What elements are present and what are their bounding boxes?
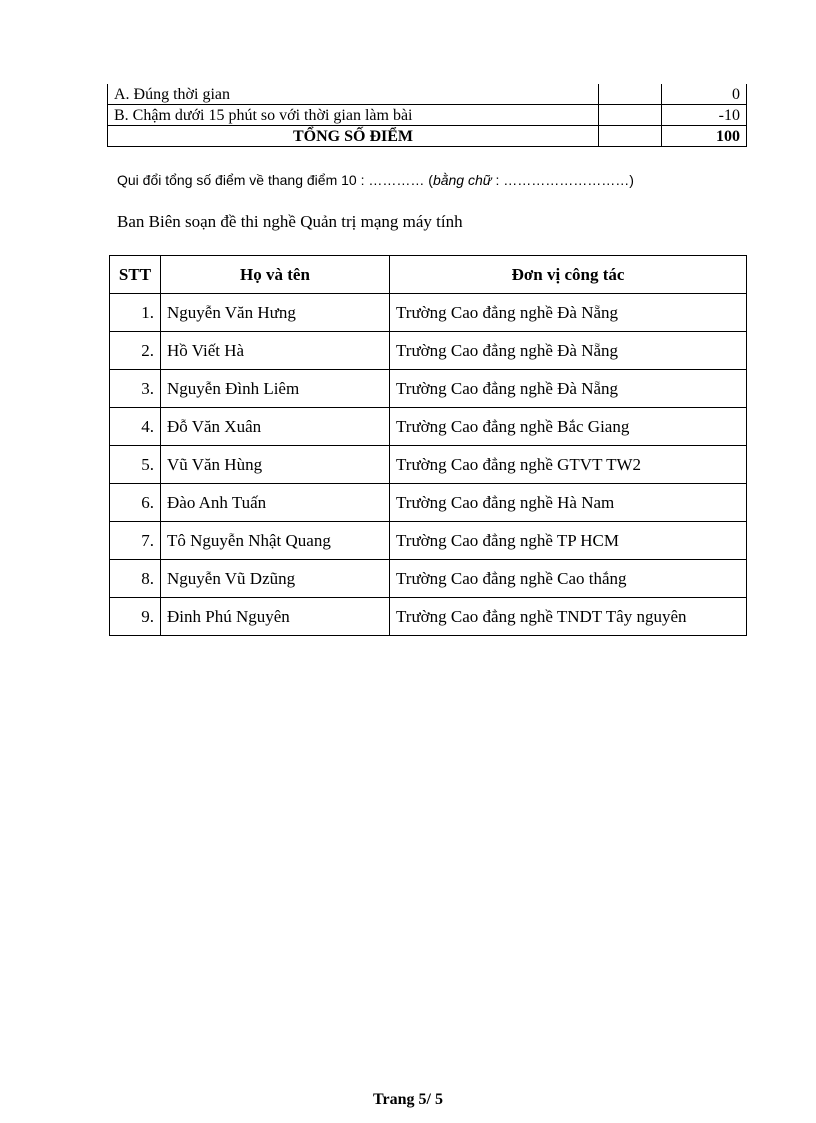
table-row — [110, 294, 747, 332]
member-name: Nguyễn Văn Hưng — [161, 294, 390, 332]
score-empty-cell — [599, 126, 662, 147]
board-title: Ban Biên soạn đề thi nghề Quản trị mạng máy tính — [117, 212, 463, 231]
member-stt: 8. — [110, 560, 161, 598]
member-stt: 4. — [110, 408, 161, 446]
member-name: Đinh Phú Nguyên — [161, 598, 390, 636]
table-row — [110, 598, 747, 636]
header-stt: STT — [110, 256, 161, 294]
header-unit: Đơn vị công tác — [390, 256, 747, 294]
member-name: Đỗ Văn Xuân — [161, 408, 390, 446]
member-name: Đào Anh Tuấn — [161, 484, 390, 522]
conversion-suffix: : ………………………) — [491, 172, 634, 188]
member-unit: Trường Cao đẳng nghề Bắc Giang — [390, 408, 747, 446]
total-row — [108, 126, 747, 147]
member-stt: 1. — [110, 294, 161, 332]
member-unit: Trường Cao đẳng nghề Hà Nam — [390, 484, 747, 522]
member-stt: 3. — [110, 370, 161, 408]
table-row — [110, 560, 747, 598]
member-stt: 5. — [110, 446, 161, 484]
total-value: 100 — [662, 126, 747, 147]
table-row — [110, 522, 747, 560]
table-row — [110, 332, 747, 370]
member-name: Nguyễn Vũ Dzũng — [161, 560, 390, 598]
member-unit: Trường Cao đẳng nghề GTVT TW2 — [390, 446, 747, 484]
member-unit: Trường Cao đẳng nghề TNDT Tây nguyên — [390, 598, 747, 636]
member-name: Vũ Văn Hùng — [161, 446, 390, 484]
header-name: Họ và tên — [161, 256, 390, 294]
table-row — [110, 446, 747, 484]
total-label: TỔNG SỐ ĐIỂM — [108, 126, 599, 147]
member-name: Tô Nguyễn Nhật Quang — [161, 522, 390, 560]
table-row — [110, 370, 747, 408]
members-header-row — [110, 256, 747, 294]
score-label: A. Đúng thời gian — [108, 84, 599, 105]
member-stt: 6. — [110, 484, 161, 522]
member-name: Hồ Viết Hà — [161, 332, 390, 370]
score-row — [108, 105, 747, 126]
score-empty-cell — [599, 105, 662, 126]
score-value: 0 — [662, 84, 747, 105]
table-row — [110, 408, 747, 446]
member-name: Nguyễn Đình Liêm — [161, 370, 390, 408]
member-stt: 2. — [110, 332, 161, 370]
score-label: B. Chậm dưới 15 phút so với thời gian làm bài — [108, 105, 599, 126]
conversion-prefix: Qui đổi tổng số điểm về thang điểm 10 : ………… ( — [117, 172, 433, 188]
member-stt: 7. — [110, 522, 161, 560]
score-empty-cell — [599, 84, 662, 105]
member-stt: 9. — [110, 598, 161, 636]
member-unit: Trường Cao đẳng nghề Cao thắng — [390, 560, 747, 598]
score-row — [108, 84, 747, 105]
members-table — [109, 255, 747, 636]
conversion-line — [117, 172, 634, 188]
member-unit: Trường Cao đẳng nghề Đà Nẵng — [390, 370, 747, 408]
score-value: -10 — [662, 105, 747, 126]
table-row — [110, 484, 747, 522]
member-unit: Trường Cao đẳng nghề Đà Nẵng — [390, 294, 747, 332]
member-unit: Trường Cao đẳng nghề Đà Nẵng — [390, 332, 747, 370]
conversion-italic: bằng chữ — [432, 172, 492, 188]
member-unit: Trường Cao đẳng nghề TP HCM — [390, 522, 747, 560]
page-number: Trang 5/ 5 — [373, 1091, 443, 1108]
score-table — [107, 84, 747, 147]
